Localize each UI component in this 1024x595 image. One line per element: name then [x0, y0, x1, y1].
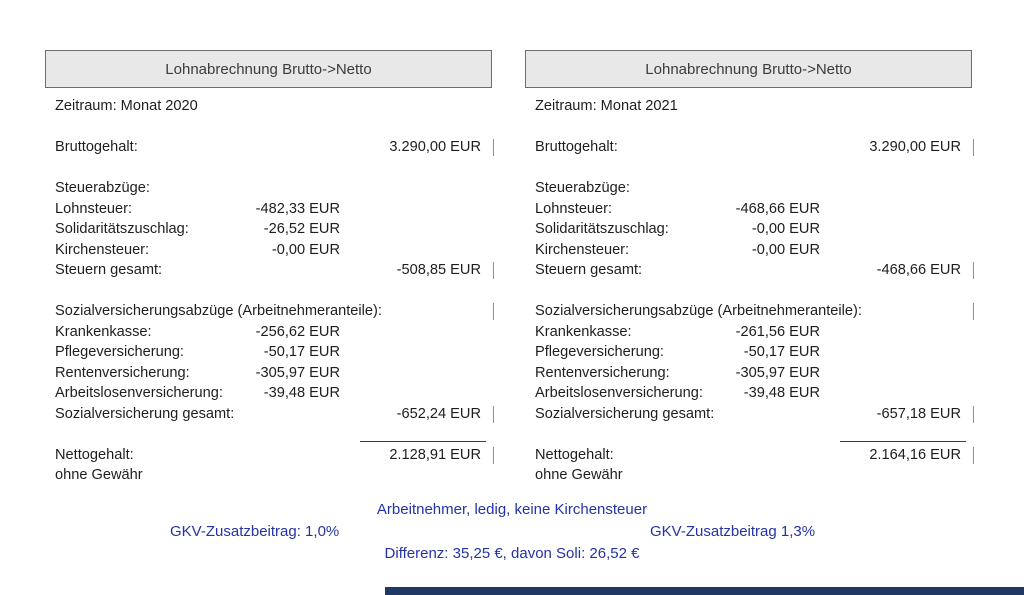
row-total: -508,85 EUR: [396, 262, 481, 278]
row-label: Pflegeversicherung:: [535, 344, 664, 360]
row-steuerabzuege-header: [525, 178, 972, 199]
row-arbeitslosenversicherung: [525, 383, 972, 404]
cell-border-tick: [973, 262, 974, 279]
row-spacer: [525, 424, 972, 445]
cell-border-tick: [493, 447, 494, 464]
row-label: Nettogehalt:: [55, 446, 134, 463]
panel-title: Lohnabrechnung Brutto->Netto: [525, 50, 972, 88]
row-total: 3.290,00 EUR: [389, 139, 481, 155]
row-solidaritaetszuschlag: [45, 219, 492, 240]
row-sozialversicherung-header: [45, 301, 492, 322]
note-employee-status: Arbeitnehmer, ledig, keine Kirchensteuer: [376, 501, 648, 518]
row-lohnsteuer: [45, 199, 492, 220]
row-label: Steuern gesamt:: [55, 262, 163, 278]
row-steuerabzuege-header: [45, 178, 492, 199]
row-label: Solidaritätszuschlag:: [55, 221, 189, 237]
panel-body: [525, 88, 972, 486]
cell-border-tick: [493, 303, 494, 320]
row-value: -39,48 EUR: [263, 385, 340, 401]
disclaimer-label: ohne Gewähr: [535, 467, 623, 483]
row-total: -652,24 EUR: [396, 405, 481, 422]
row-pflegeversicherung: [525, 342, 972, 363]
disclaimer-label: ohne Gewähr: [55, 467, 143, 483]
panel-title: Lohnabrechnung Brutto->Netto: [45, 50, 492, 88]
section-label: Steuerabzüge:: [55, 180, 150, 196]
row-label: Lohnsteuer:: [535, 200, 613, 217]
row-rentenversicherung: [525, 363, 972, 384]
row-krankenkasse: [45, 322, 492, 343]
cell-border-tick: [973, 303, 974, 320]
section-label: Steuerabzüge:: [535, 180, 630, 196]
row-label: Kirchensteuer:: [55, 241, 150, 258]
row-sozialversicherung-header: [525, 301, 972, 322]
row-label: Solidaritätszuschlag:: [535, 221, 669, 237]
section-label: Sozialversicherungsabzüge (Arbeitnehmeranteile):: [535, 303, 862, 319]
row-spacer: [45, 281, 492, 302]
row-value: -50,17 EUR: [743, 344, 820, 360]
note-gkv-contribution-2020: GKV-Zusatzbeitrag: 1,0%: [170, 523, 340, 540]
payroll-panel-2021: [525, 50, 972, 486]
bottom-accent-bar: [385, 587, 1024, 595]
cell-border-tick: [493, 139, 494, 156]
row-label: Krankenkasse:: [55, 323, 152, 340]
row-total: 2.164,16 EUR: [869, 446, 961, 463]
row-kirchensteuer: [525, 240, 972, 261]
row-value: -468,66 EUR: [735, 200, 820, 217]
row-label: Bruttogehalt:: [55, 139, 138, 155]
row-spacer: [45, 117, 492, 138]
row-krankenkasse: [525, 322, 972, 343]
cell-border-tick: [493, 406, 494, 423]
row-label: Lohnsteuer:: [55, 200, 133, 217]
row-value: -0,00 EUR: [751, 221, 820, 237]
row-value: -482,33 EUR: [255, 200, 340, 217]
row-total: -657,18 EUR: [876, 405, 961, 422]
row-bruttogehalt: [525, 137, 972, 158]
row-value: -0,00 EUR: [751, 241, 820, 258]
row-spacer: [45, 424, 492, 445]
section-label: Sozialversicherungsabzüge (Arbeitnehmeranteile):: [55, 303, 382, 319]
row-nettogehalt: [45, 445, 492, 466]
cell-border-tick: [973, 447, 974, 464]
row-solidaritaetszuschlag: [525, 219, 972, 240]
row-total: 3.290,00 EUR: [869, 139, 961, 155]
note-difference: Differenz: 35,25 €, davon Soli: 26,52 €: [384, 545, 640, 562]
row-pflegeversicherung: [45, 342, 492, 363]
row-disclaimer: [525, 465, 972, 486]
row-sozialversicherung-gesamt: [525, 404, 972, 425]
row-arbeitslosenversicherung: [45, 383, 492, 404]
row-sozialversicherung-gesamt: [45, 404, 492, 425]
cell-border-tick: [973, 406, 974, 423]
row-steuern-gesamt: [525, 260, 972, 281]
row-label: Nettogehalt:: [535, 446, 614, 463]
row-value: -305,97 EUR: [255, 364, 340, 381]
row-value: -256,62 EUR: [255, 323, 340, 340]
row-value: -50,17 EUR: [263, 344, 340, 360]
row-total: 2.128,91 EUR: [389, 446, 481, 463]
row-label: Arbeitslosenversicherung:: [535, 385, 703, 401]
row-disclaimer: [45, 465, 492, 486]
cell-border-tick: [973, 139, 974, 156]
row-spacer: [525, 158, 972, 179]
row-value: -0,00 EUR: [271, 241, 340, 258]
row-spacer: [45, 158, 492, 179]
row-spacer: [525, 117, 972, 138]
note-gkv-contribution-2021: GKV-Zusatzbeitrag 1,3%: [650, 523, 816, 540]
row-label: Krankenkasse:: [535, 323, 632, 340]
row-nettogehalt: [525, 445, 972, 466]
row-value: -39,48 EUR: [743, 385, 820, 401]
row-rentenversicherung: [45, 363, 492, 384]
period-label: Zeitraum: Monat 2021: [535, 98, 678, 114]
row-lohnsteuer: [525, 199, 972, 220]
payroll-panel-2020: [45, 50, 492, 486]
row-label: Sozialversicherung gesamt:: [535, 405, 715, 422]
sum-divider-line: [360, 441, 486, 442]
row-label: Arbeitslosenversicherung:: [55, 385, 223, 401]
period-row: [45, 96, 492, 117]
row-spacer: [525, 281, 972, 302]
panel-body: [45, 88, 492, 486]
row-label: Pflegeversicherung:: [55, 344, 184, 360]
period-row: [525, 96, 972, 117]
sum-divider-line: [840, 441, 966, 442]
cell-border-tick: [493, 262, 494, 279]
row-bruttogehalt: [45, 137, 492, 158]
row-value: -305,97 EUR: [735, 364, 820, 381]
row-steuern-gesamt: [45, 260, 492, 281]
row-label: Rentenversicherung:: [55, 364, 190, 381]
row-label: Steuern gesamt:: [535, 262, 643, 278]
period-label: Zeitraum: Monat 2020: [55, 98, 198, 114]
row-label: Sozialversicherung gesamt:: [55, 405, 235, 422]
row-kirchensteuer: [45, 240, 492, 261]
row-total: -468,66 EUR: [876, 262, 961, 278]
row-label: Kirchensteuer:: [535, 241, 630, 258]
row-label: Rentenversicherung:: [535, 364, 670, 381]
row-label: Bruttogehalt:: [535, 139, 618, 155]
row-value: -26,52 EUR: [263, 221, 340, 237]
row-value: -261,56 EUR: [735, 323, 820, 340]
